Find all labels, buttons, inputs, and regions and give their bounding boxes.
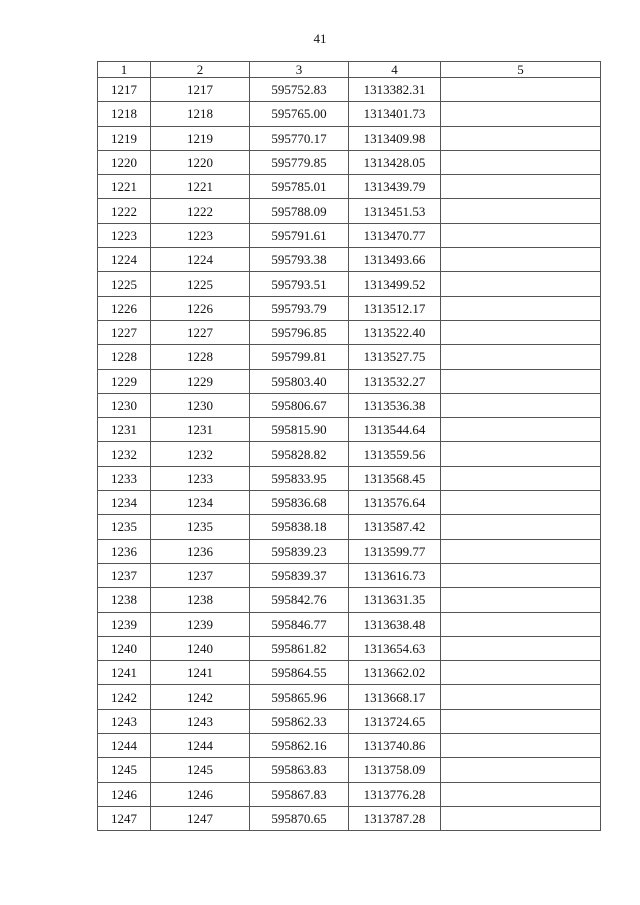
table-body bbox=[98, 78, 601, 831]
cell-notes bbox=[441, 320, 601, 344]
coordinates-table bbox=[97, 61, 601, 831]
cell-notes bbox=[441, 806, 601, 830]
cell-notes bbox=[441, 612, 601, 636]
cell-point-id: 1240 bbox=[151, 636, 250, 660]
cell-notes bbox=[441, 515, 601, 539]
table-row bbox=[98, 223, 601, 247]
cell-coordinate-x: 595863.83 bbox=[250, 758, 349, 782]
cell-coordinate-x: 595791.61 bbox=[250, 223, 349, 247]
cell-coordinate-y: 1313536.38 bbox=[349, 393, 441, 417]
cell-point-number: 1221 bbox=[98, 175, 151, 199]
table-row bbox=[98, 150, 601, 174]
cell-notes bbox=[441, 78, 601, 102]
table-row bbox=[98, 175, 601, 199]
cell-coordinate-y: 1313638.48 bbox=[349, 612, 441, 636]
column-header-4: 4 bbox=[349, 62, 441, 78]
cell-point-id: 1228 bbox=[151, 345, 250, 369]
cell-notes bbox=[441, 199, 601, 223]
cell-point-id: 1226 bbox=[151, 296, 250, 320]
cell-point-number: 1247 bbox=[98, 806, 151, 830]
cell-coordinate-y: 1313631.35 bbox=[349, 588, 441, 612]
cell-point-id: 1239 bbox=[151, 612, 250, 636]
cell-coordinate-y: 1313522.40 bbox=[349, 320, 441, 344]
cell-coordinate-y: 1313776.28 bbox=[349, 782, 441, 806]
cell-notes bbox=[441, 636, 601, 660]
cell-notes bbox=[441, 369, 601, 393]
cell-coordinate-y: 1313576.64 bbox=[349, 491, 441, 515]
column-header-5: 5 bbox=[441, 62, 601, 78]
cell-coordinate-x: 595793.51 bbox=[250, 272, 349, 296]
cell-coordinate-y: 1313401.73 bbox=[349, 102, 441, 126]
table-row bbox=[98, 442, 601, 466]
cell-coordinate-x: 595833.95 bbox=[250, 466, 349, 490]
cell-coordinate-y: 1313532.27 bbox=[349, 369, 441, 393]
table-row bbox=[98, 806, 601, 830]
cell-coordinate-y: 1313470.77 bbox=[349, 223, 441, 247]
cell-notes bbox=[441, 345, 601, 369]
cell-point-number: 1242 bbox=[98, 685, 151, 709]
table-row bbox=[98, 661, 601, 685]
cell-coordinate-x: 595779.85 bbox=[250, 150, 349, 174]
cell-coordinate-y: 1313654.63 bbox=[349, 636, 441, 660]
cell-point-id: 1217 bbox=[151, 78, 250, 102]
cell-coordinate-y: 1313599.77 bbox=[349, 539, 441, 563]
table-row bbox=[98, 515, 601, 539]
cell-coordinate-x: 595867.83 bbox=[250, 782, 349, 806]
cell-coordinate-x: 595864.55 bbox=[250, 661, 349, 685]
cell-coordinate-x: 595862.16 bbox=[250, 734, 349, 758]
table-row bbox=[98, 272, 601, 296]
cell-point-id: 1247 bbox=[151, 806, 250, 830]
cell-coordinate-y: 1313740.86 bbox=[349, 734, 441, 758]
cell-point-id: 1234 bbox=[151, 491, 250, 515]
cell-point-number: 1246 bbox=[98, 782, 151, 806]
column-header-2: 2 bbox=[151, 62, 250, 78]
cell-notes bbox=[441, 393, 601, 417]
cell-point-number: 1230 bbox=[98, 393, 151, 417]
table-row bbox=[98, 345, 601, 369]
cell-point-number: 1229 bbox=[98, 369, 151, 393]
cell-coordinate-x: 595839.23 bbox=[250, 539, 349, 563]
cell-coordinate-y: 1313544.64 bbox=[349, 418, 441, 442]
cell-coordinate-y: 1313409.98 bbox=[349, 126, 441, 150]
cell-point-number: 1244 bbox=[98, 734, 151, 758]
cell-coordinate-y: 1313559.56 bbox=[349, 442, 441, 466]
header-row bbox=[98, 62, 601, 78]
cell-point-id: 1230 bbox=[151, 393, 250, 417]
table-row bbox=[98, 782, 601, 806]
table-row bbox=[98, 320, 601, 344]
cell-notes bbox=[441, 758, 601, 782]
cell-point-number: 1241 bbox=[98, 661, 151, 685]
cell-point-number: 1217 bbox=[98, 78, 151, 102]
cell-notes bbox=[441, 563, 601, 587]
cell-point-id: 1233 bbox=[151, 466, 250, 490]
cell-coordinate-y: 1313616.73 bbox=[349, 563, 441, 587]
cell-coordinate-x: 595842.76 bbox=[250, 588, 349, 612]
table-row bbox=[98, 78, 601, 102]
cell-coordinate-x: 595839.37 bbox=[250, 563, 349, 587]
cell-notes bbox=[441, 466, 601, 490]
cell-coordinate-x: 595828.82 bbox=[250, 442, 349, 466]
cell-point-id: 1237 bbox=[151, 563, 250, 587]
cell-coordinate-y: 1313439.79 bbox=[349, 175, 441, 199]
cell-coordinate-x: 595836.68 bbox=[250, 491, 349, 515]
cell-coordinate-x: 595806.67 bbox=[250, 393, 349, 417]
cell-point-number: 1231 bbox=[98, 418, 151, 442]
cell-notes bbox=[441, 491, 601, 515]
table-row bbox=[98, 685, 601, 709]
cell-point-number: 1233 bbox=[98, 466, 151, 490]
cell-coordinate-x: 595815.90 bbox=[250, 418, 349, 442]
table-row bbox=[98, 393, 601, 417]
cell-point-id: 1223 bbox=[151, 223, 250, 247]
cell-point-id: 1229 bbox=[151, 369, 250, 393]
cell-point-id: 1243 bbox=[151, 709, 250, 733]
cell-point-id: 1245 bbox=[151, 758, 250, 782]
cell-notes bbox=[441, 661, 601, 685]
cell-coordinate-x: 595765.00 bbox=[250, 102, 349, 126]
table-row bbox=[98, 369, 601, 393]
cell-point-number: 1235 bbox=[98, 515, 151, 539]
cell-point-id: 1220 bbox=[151, 150, 250, 174]
cell-point-number: 1234 bbox=[98, 491, 151, 515]
cell-coordinate-x: 595770.17 bbox=[250, 126, 349, 150]
cell-point-number: 1226 bbox=[98, 296, 151, 320]
cell-notes bbox=[441, 150, 601, 174]
cell-notes bbox=[441, 126, 601, 150]
cell-point-id: 1225 bbox=[151, 272, 250, 296]
table-row bbox=[98, 102, 601, 126]
cell-point-number: 1232 bbox=[98, 442, 151, 466]
cell-coordinate-y: 1313527.75 bbox=[349, 345, 441, 369]
cell-coordinate-x: 595788.09 bbox=[250, 199, 349, 223]
cell-coordinate-y: 1313758.09 bbox=[349, 758, 441, 782]
cell-coordinate-y: 1313787.28 bbox=[349, 806, 441, 830]
cell-point-number: 1223 bbox=[98, 223, 151, 247]
cell-coordinate-y: 1313499.52 bbox=[349, 272, 441, 296]
cell-coordinate-x: 595796.85 bbox=[250, 320, 349, 344]
cell-notes bbox=[441, 782, 601, 806]
column-header-3: 3 bbox=[250, 62, 349, 78]
cell-point-id: 1246 bbox=[151, 782, 250, 806]
cell-coordinate-y: 1313724.65 bbox=[349, 709, 441, 733]
cell-notes bbox=[441, 175, 601, 199]
table-row bbox=[98, 758, 601, 782]
cell-point-number: 1245 bbox=[98, 758, 151, 782]
cell-coordinate-y: 1313382.31 bbox=[349, 78, 441, 102]
table-row bbox=[98, 491, 601, 515]
cell-coordinate-y: 1313568.45 bbox=[349, 466, 441, 490]
table-row bbox=[98, 588, 601, 612]
cell-point-number: 1238 bbox=[98, 588, 151, 612]
cell-point-number: 1239 bbox=[98, 612, 151, 636]
cell-coordinate-x: 595838.18 bbox=[250, 515, 349, 539]
cell-coordinate-x: 595865.96 bbox=[250, 685, 349, 709]
cell-point-id: 1232 bbox=[151, 442, 250, 466]
cell-point-id: 1242 bbox=[151, 685, 250, 709]
cell-coordinate-x: 595803.40 bbox=[250, 369, 349, 393]
cell-coordinate-x: 595862.33 bbox=[250, 709, 349, 733]
cell-notes bbox=[441, 248, 601, 272]
page-number: 41 bbox=[313, 31, 327, 46]
cell-coordinate-x: 595870.65 bbox=[250, 806, 349, 830]
table-row bbox=[98, 248, 601, 272]
cell-coordinate-y: 1313428.05 bbox=[349, 150, 441, 174]
cell-coordinate-x: 595793.79 bbox=[250, 296, 349, 320]
cell-point-id: 1218 bbox=[151, 102, 250, 126]
cell-point-id: 1231 bbox=[151, 418, 250, 442]
cell-coordinate-x: 595861.82 bbox=[250, 636, 349, 660]
table-row bbox=[98, 199, 601, 223]
cell-point-id: 1222 bbox=[151, 199, 250, 223]
cell-notes bbox=[441, 418, 601, 442]
cell-point-id: 1227 bbox=[151, 320, 250, 344]
cell-coordinate-x: 595752.83 bbox=[250, 78, 349, 102]
table-row bbox=[98, 126, 601, 150]
cell-point-number: 1222 bbox=[98, 199, 151, 223]
cell-point-id: 1221 bbox=[151, 175, 250, 199]
cell-notes bbox=[441, 102, 601, 126]
cell-point-id: 1224 bbox=[151, 248, 250, 272]
table-row bbox=[98, 612, 601, 636]
cell-coordinate-y: 1313587.42 bbox=[349, 515, 441, 539]
cell-notes bbox=[441, 734, 601, 758]
cell-point-id: 1244 bbox=[151, 734, 250, 758]
cell-coordinate-y: 1313451.53 bbox=[349, 199, 441, 223]
cell-notes bbox=[441, 223, 601, 247]
cell-point-number: 1243 bbox=[98, 709, 151, 733]
cell-notes bbox=[441, 272, 601, 296]
cell-point-number: 1225 bbox=[98, 272, 151, 296]
cell-point-number: 1240 bbox=[98, 636, 151, 660]
cell-coordinate-y: 1313493.66 bbox=[349, 248, 441, 272]
cell-point-id: 1236 bbox=[151, 539, 250, 563]
table-row bbox=[98, 636, 601, 660]
cell-coordinate-x: 595793.38 bbox=[250, 248, 349, 272]
table-row bbox=[98, 296, 601, 320]
cell-point-number: 1224 bbox=[98, 248, 151, 272]
cell-coordinate-x: 595785.01 bbox=[250, 175, 349, 199]
table-row bbox=[98, 734, 601, 758]
cell-notes bbox=[441, 709, 601, 733]
table-header bbox=[98, 62, 601, 78]
cell-point-id: 1241 bbox=[151, 661, 250, 685]
table-row bbox=[98, 539, 601, 563]
cell-notes bbox=[441, 296, 601, 320]
cell-notes bbox=[441, 588, 601, 612]
cell-point-number: 1220 bbox=[98, 150, 151, 174]
table-row bbox=[98, 563, 601, 587]
cell-point-id: 1238 bbox=[151, 588, 250, 612]
cell-point-number: 1236 bbox=[98, 539, 151, 563]
table-row bbox=[98, 418, 601, 442]
table-row bbox=[98, 709, 601, 733]
cell-point-number: 1218 bbox=[98, 102, 151, 126]
cell-point-number: 1227 bbox=[98, 320, 151, 344]
column-header-1: 1 bbox=[98, 62, 151, 78]
cell-point-id: 1219 bbox=[151, 126, 250, 150]
cell-point-number: 1237 bbox=[98, 563, 151, 587]
cell-notes bbox=[441, 685, 601, 709]
cell-notes bbox=[441, 442, 601, 466]
cell-coordinate-x: 595799.81 bbox=[250, 345, 349, 369]
cell-point-id: 1235 bbox=[151, 515, 250, 539]
cell-coordinate-y: 1313662.02 bbox=[349, 661, 441, 685]
cell-notes bbox=[441, 539, 601, 563]
cell-point-number: 1228 bbox=[98, 345, 151, 369]
cell-coordinate-y: 1313668.17 bbox=[349, 685, 441, 709]
table-row bbox=[98, 466, 601, 490]
cell-point-number: 1219 bbox=[98, 126, 151, 150]
cell-coordinate-x: 595846.77 bbox=[250, 612, 349, 636]
cell-coordinate-y: 1313512.17 bbox=[349, 296, 441, 320]
